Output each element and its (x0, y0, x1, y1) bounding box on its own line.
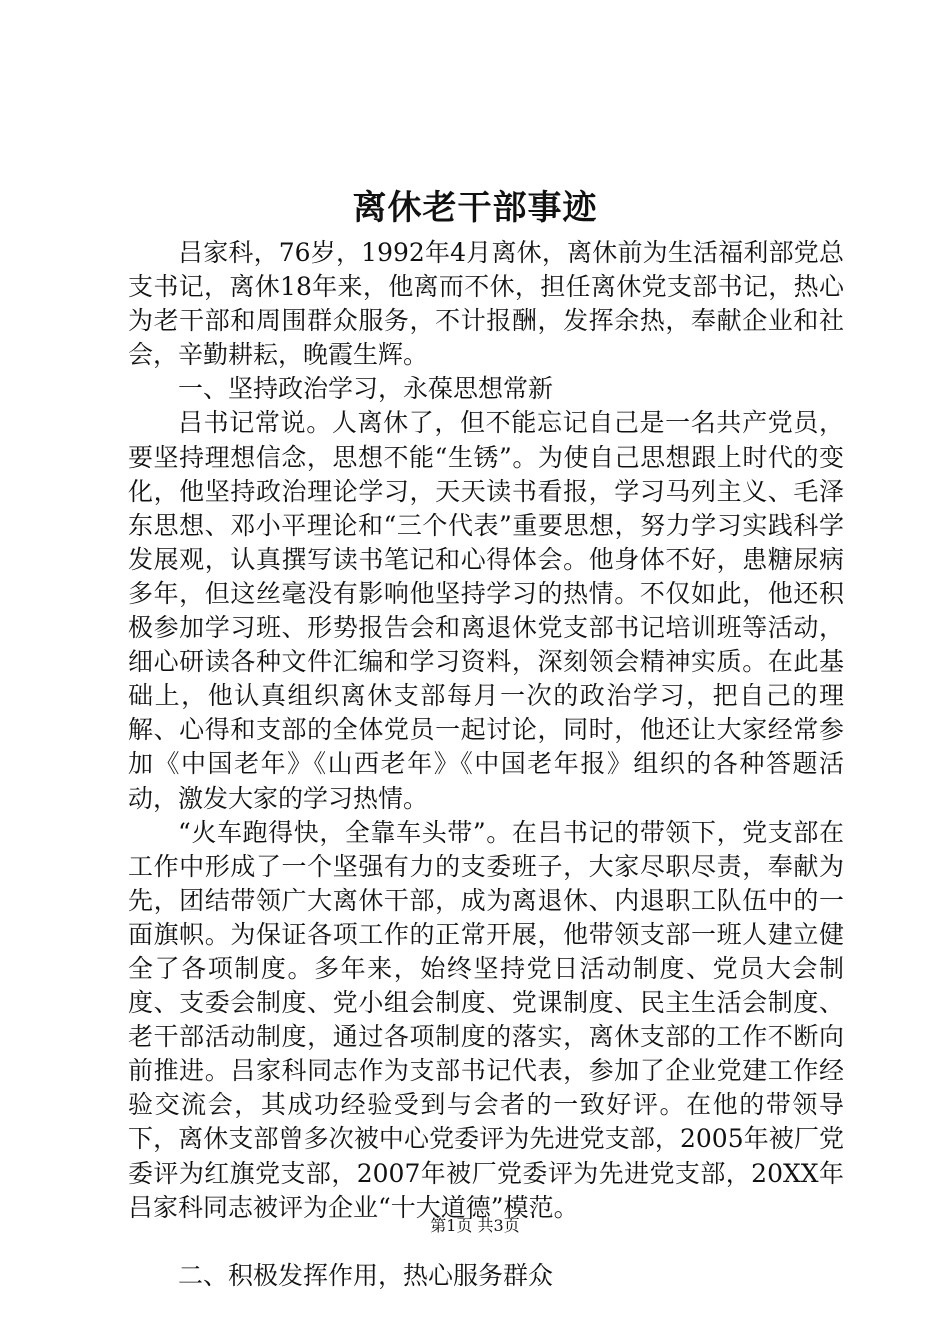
paragraph-leadership: “火车跑得快，全靠车头带”。在吕书记的带领下，党支部在工作中形成了一个坚强有力的支委班子，大家尽职尽责，奉献为先，团结带领广大离休干部，成为离退休、内退职工队伍中的一面旗帜。为保证各项工作的正常开展，他带领支部一班人建立健全了各项制度。多年来，始终坚持党日活动制度、党员大会制度、支委会制度、党小组会制度、党课制度、民主生活会制度、老干部活动制度，通过各项制度的落实，离休支部的工作不断向前推进。吕家科同志作为支部书记代表，参加了企业党建工作经验交流会，其成功经验受到与会者的一致好评。在他的带领导下，离休支部曾多次被中心党委评为先进党支部，2005年被厂党委评为红旗党支部，2007年被厂党委评为先进党支部，20XX年吕家科同志被评为企业“十大道德”模范。 (128, 817, 844, 1222)
section-heading-2: 二、积极发挥作用，热心服务群众 (178, 1260, 554, 1290)
document-body (128, 236, 844, 1293)
section-heading-1: 一、坚持政治学习，永葆思想常新 (178, 374, 554, 404)
paragraph-study: 吕书记常说。人离休了，但不能忘记自己是一名共产党员，要坚持理想信念，思想不能“生锈”。为使自己思想跟上时代的变化，他坚持政治理论学习，天天读书看报，学习马列主义、毛泽东思想、邓小平理论和“三个代表”重要思想，努力学习实践科学发展观，认真撰写读书笔记和心得体会。他身体不好，患糖尿病多年，但这丝毫没有影响他坚持学习的热情。不仅如此，他还积极参加学习班、形势报告会和离退休党支部书记培训班等活动，细心研读各种文件汇编和学习资料，深刻领会精神实质。在此基础上，他认真组织离休支部每月一次的政治学习，把自己的理解、心得和支部的全体党员一起讨论，同时，他还让大家经常参加《中国老年》《山西老年》《中国老年报》组织的各种答题活动，激发大家的学习热情。 (128, 408, 844, 813)
document-title: 离休老干部事迹 (352, 188, 598, 228)
paragraph-intro: 吕家科，76岁，1992年4月离休，离休前为生活福利部党总支书记，离休18年来，他离而不休，担任离休党支部书记，热心为老干部和周围群众服务，不计报酬，发挥余热，奉献企业和社会，辛勤耕耘，晚霞生辉。 (128, 238, 844, 370)
page-footer: 第1页 共3页 (430, 1216, 520, 1235)
